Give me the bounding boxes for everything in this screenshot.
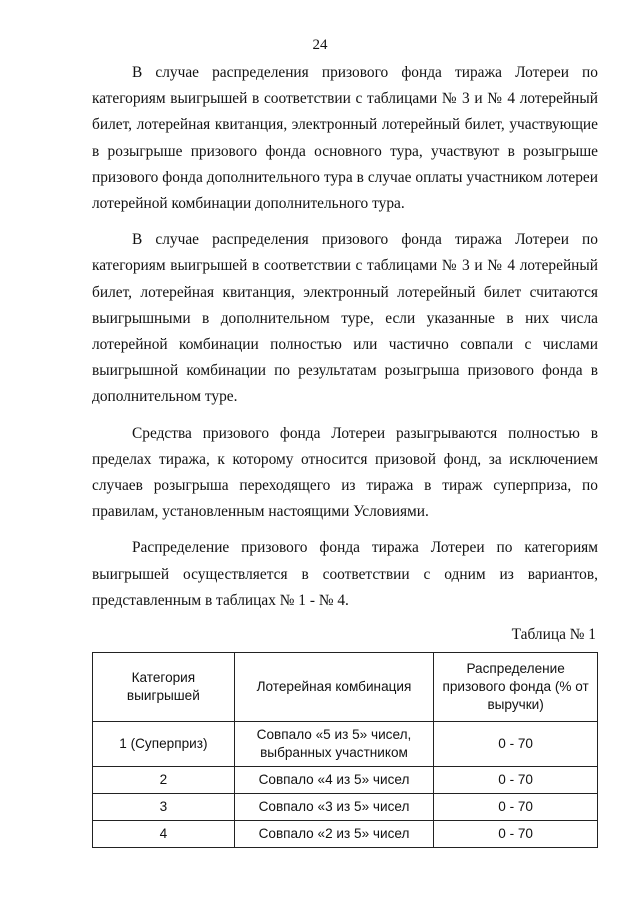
paragraph-3: Средства призового фонда Лотереи разыгрываются полностью в пределах тиража, к которому относится призовой фонд, за исключением случаев розыгрыша переходящего из тиража в тираж суперприза, по правилам, установленным настоящими Условиями. <box>92 424 598 521</box>
cell-distribution: 0 - 70 <box>434 722 598 767</box>
table-row <box>93 794 598 821</box>
page-number: 24 <box>312 37 328 53</box>
cell-category: 2 <box>93 767 235 794</box>
header-distribution: Распределение призового фонда (% от выручки) <box>434 653 598 722</box>
table-row <box>93 767 598 794</box>
cell-category: 4 <box>93 821 235 848</box>
paragraph-1: В случае распределения призового фонда тиража Лотереи по категориям выигрышей в соответствии с таблицами № 3 и № 4 лотерейный билет, лотерейная квитанция, электронный лотерейный билет, участвующие в розыгрыше призового фонда основного тура, участвуют в розыгрыше призового фонда дополнительного тура в случае оплаты участником лотереи лотерейной комбинации дополнительного тура. <box>92 64 598 213</box>
cell-category: 3 <box>93 794 235 821</box>
cell-distribution: 0 - 70 <box>434 821 598 848</box>
document-body <box>92 60 598 848</box>
cell-combination: Совпало «2 из 5» чисел <box>234 821 433 848</box>
paragraph-2: В случае распределения призового фонда тиража Лотереи по категориям выигрышей в соответствии с таблицами № 3 и № 4 лотерейный билет, лотерейная квитанция, электронный лотерейный билет считаются выигрышными в дополнительном туре, если указанные в них числа лотерейной комбинации полностью или частично совпали с числами выигрышной комбинации по результатам розыгрыша призового фонда в дополнительном туре. <box>92 231 598 406</box>
table-row <box>93 821 598 848</box>
table-header-row <box>93 653 598 722</box>
cell-distribution: 0 - 70 <box>434 794 598 821</box>
cell-combination: Совпало «4 из 5» чисел <box>234 767 433 794</box>
cell-combination: Совпало «5 из 5» чисел, выбранных участником <box>234 722 433 767</box>
cell-combination: Совпало «3 из 5» чисел <box>234 794 433 821</box>
cell-category: 1 (Суперприз) <box>93 722 235 767</box>
prize-distribution-table <box>92 652 598 848</box>
header-category: Категория выигрышей <box>93 653 235 722</box>
table-caption: Таблица № 1 <box>511 626 596 644</box>
cell-distribution: 0 - 70 <box>434 767 598 794</box>
header-combination: Лотерейная комбинация <box>234 653 433 722</box>
paragraph-4: Распределение призового фонда тиража Лотереи по категориям выигрышей осуществляется в соответствии с одним из вариантов, представленным в таблицах № 1 - № 4. <box>92 539 598 609</box>
table-row <box>93 722 598 767</box>
